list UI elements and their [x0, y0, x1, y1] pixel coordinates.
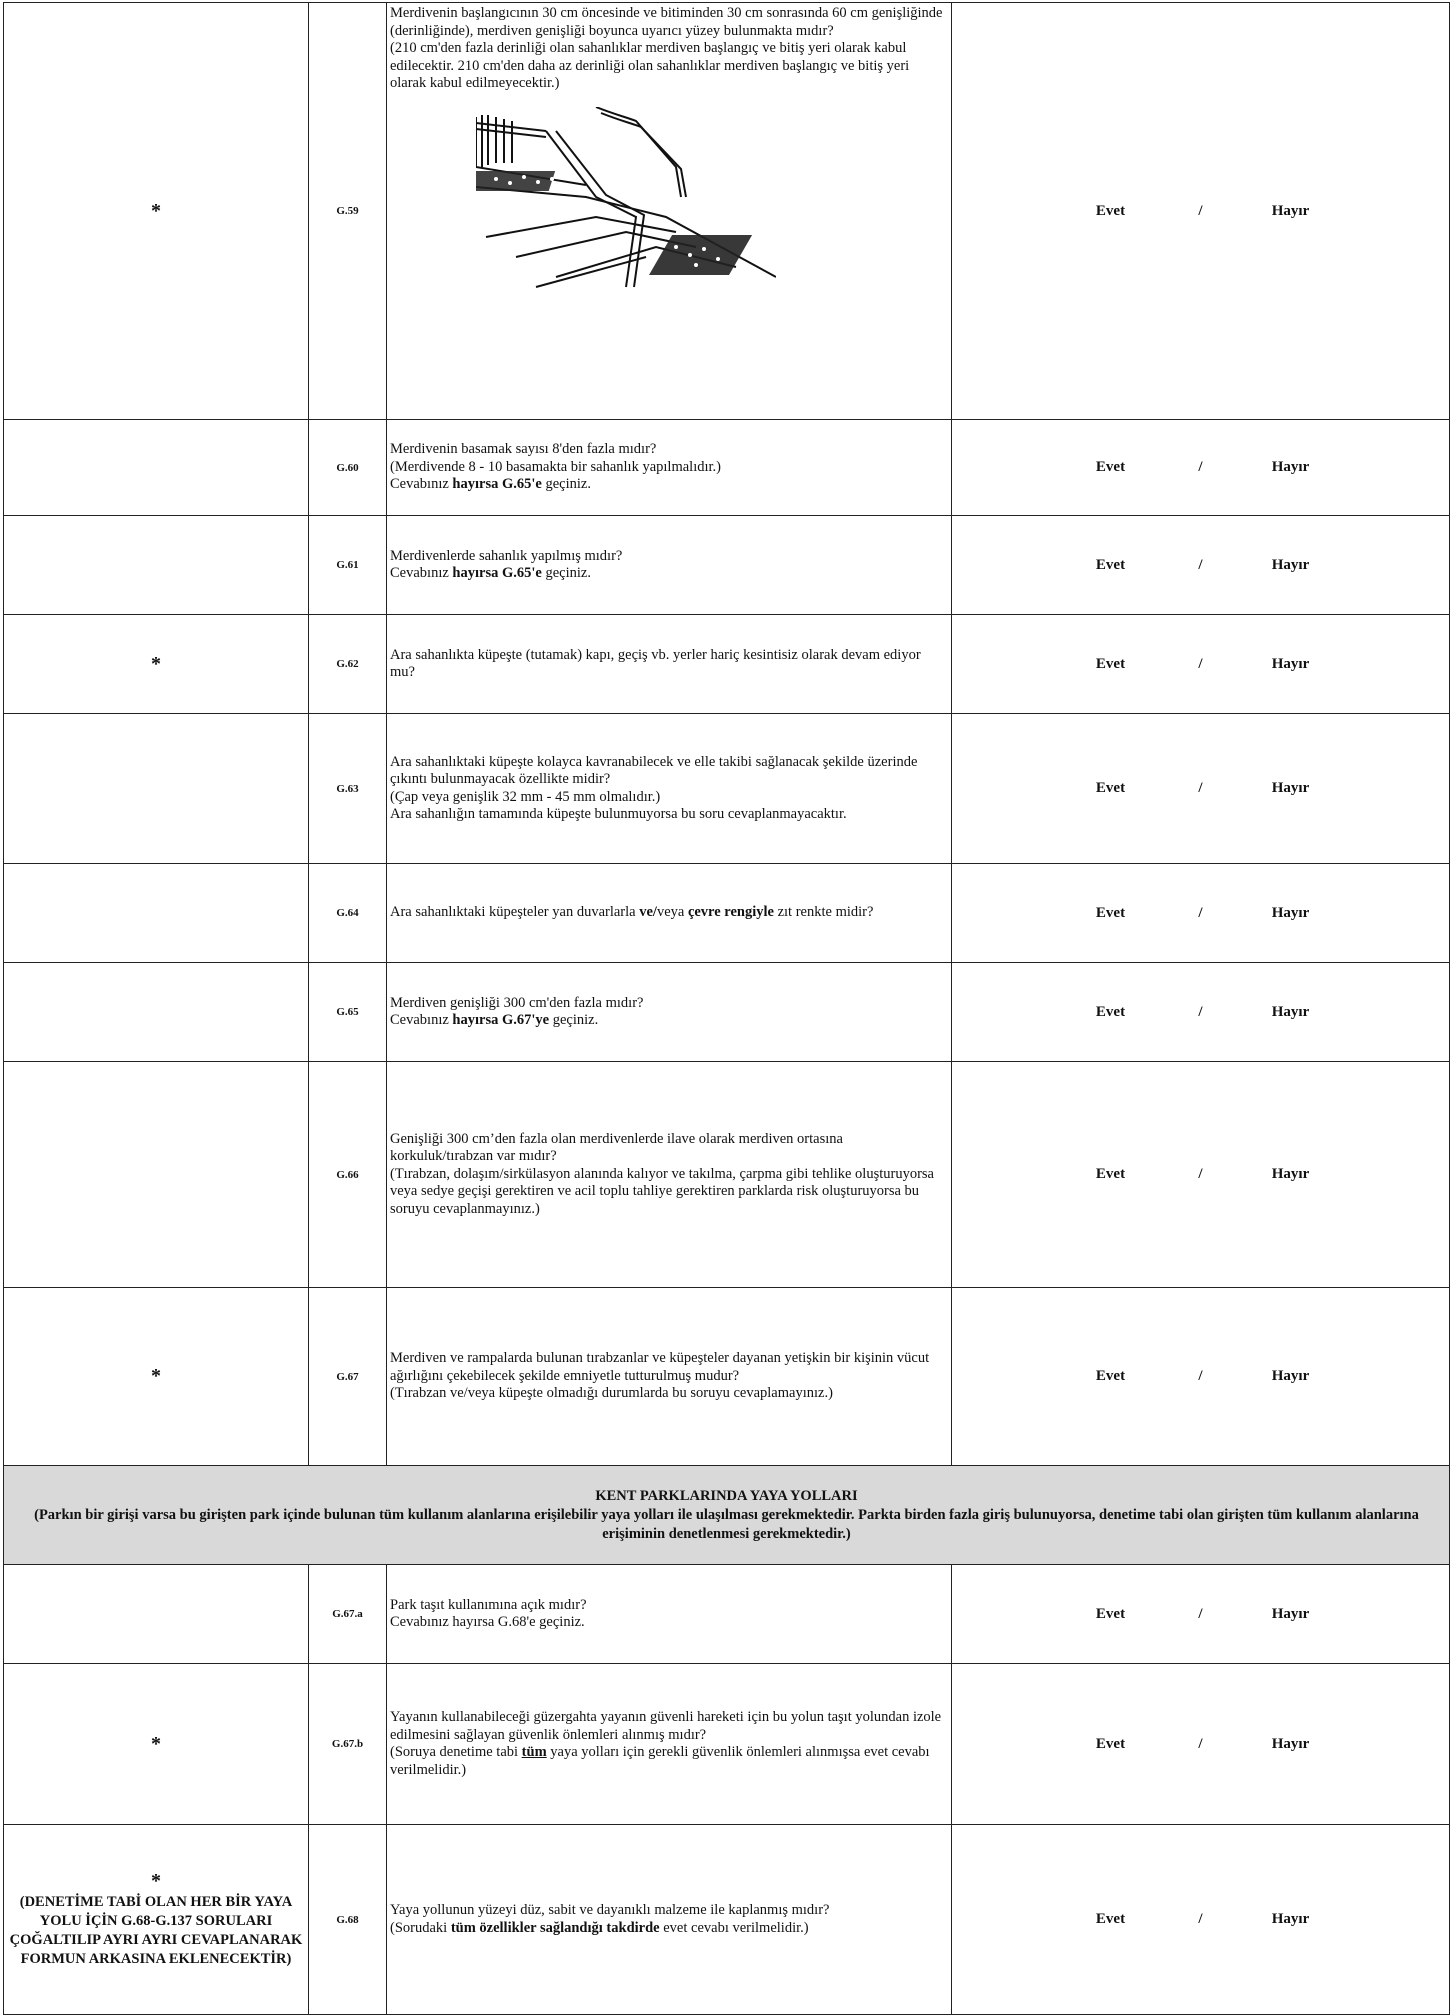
- answer-yes-option[interactable]: Evet: [1095, 1911, 1126, 1927]
- answer-cell: [952, 1062, 1450, 1288]
- question-code: G.60: [309, 420, 387, 516]
- answer-no-option[interactable]: Hayır: [1271, 1166, 1310, 1182]
- answer-yes-option[interactable]: Evet: [1095, 1166, 1126, 1182]
- answer-no-option[interactable]: Hayır: [1271, 459, 1310, 475]
- table-row: [4, 1825, 1450, 2015]
- required-star: *: [151, 199, 161, 222]
- answer-separator: /: [1198, 1605, 1203, 1622]
- table-row: [4, 420, 1450, 516]
- required-star: *: [151, 1732, 161, 1755]
- required-mark-cell: [4, 615, 309, 714]
- answer-separator: /: [1198, 1003, 1203, 1020]
- table-row: [4, 1664, 1450, 1825]
- required-star: *: [151, 652, 161, 675]
- question-note: (Tırabzan, dolaşım/sirkülasyon alanında kalıyor ve takılma, çarpma gibi tehlike oluşturuyorsa veya sedye geçişi gerektiren ve acil toplu tahliye gerektiren parklarda risk oluşturuyorsa bu soruyu cevaplanmayınız.): [390, 1165, 934, 1217]
- answer-cell: [952, 864, 1450, 963]
- answer-separator: /: [1198, 1166, 1203, 1182]
- answer-yes-option[interactable]: Evet: [1095, 1368, 1126, 1384]
- answer-cell: [952, 714, 1450, 864]
- answer-no-option[interactable]: Hayır: [1271, 1911, 1310, 1927]
- skip-instruction: Cevabınız hayırsa G.68'e geçiniz.: [390, 1614, 585, 1630]
- question-code: G.66: [309, 1062, 387, 1288]
- answer-yes-option[interactable]: Evet: [1095, 780, 1126, 796]
- question-code: G.62: [309, 615, 387, 714]
- stair-illustration-image: [476, 107, 776, 297]
- question-text-cell: [387, 615, 952, 714]
- question-note: (Sorudaki tüm özellikler sağlandığı takdirde evet cevabı verilmelidir.): [390, 1919, 809, 1936]
- question-note: (Soruya denetime tabi tüm yaya yolları için gerekli güvenlik önlemleri alınmışsa evet cevabı verilmelidir.): [390, 1744, 930, 1778]
- table-row: [4, 864, 1450, 963]
- question-text-cell: [387, 1288, 952, 1466]
- table-row: [4, 714, 1450, 864]
- question-text: Yayanın kullanabileceği güzergahta yayanın güvenli hareketi için bu yolun taşıt yolundan izole edilmesini sağlayan güvenlik önlemleri alınmış mıdır?: [390, 1709, 942, 1743]
- question-text: Genişliği 300 cm’den fazla olan merdivenlerde ilave olarak merdiven ortasına korkuluk/tırabzan var mıdır?: [390, 1130, 843, 1165]
- question-text: Merdivenin başlangıcının 30 cm öncesinde ve bitiminden 30 cm sonrasında 60 cm genişliğinde (derinliğinde), merdiven genişliği boyunca uyarıcı yüzey bulunmakta mıdır?: [390, 5, 943, 39]
- answer-no-option[interactable]: Hayır: [1271, 202, 1310, 219]
- required-mark-cell: [4, 1664, 309, 1825]
- required-mark-cell: [4, 3, 309, 420]
- table-row: [4, 1062, 1450, 1288]
- skip-instruction: Cevabınız hayırsa G.67'ye geçiniz.: [390, 1012, 599, 1028]
- answer-cell: [952, 1825, 1450, 2015]
- section-subtitle: (Parkın bir girişi varsa bu girişten park içinde bulunan tüm kullanım alanlarına erişilebilir yaya yolları ile ulaşılması gerekmektedir. Parkta birden fazla giriş bulunuyorsa, denetime tabi olan girişten tüm kullanım alanlarına erişiminin denetlenmesi gerekmektedir.): [34, 1506, 1419, 1542]
- question-code: G.59: [309, 3, 387, 420]
- question-code: G.63: [309, 714, 387, 864]
- table-row: [4, 1288, 1450, 1466]
- required-mark-cell: [4, 714, 309, 864]
- answer-no-option[interactable]: Hayır: [1271, 780, 1310, 796]
- required-star: *: [151, 1365, 161, 1387]
- table-row: [4, 615, 1450, 714]
- question-code: G.68: [309, 1825, 387, 2015]
- answer-separator: /: [1198, 202, 1203, 219]
- question-text: Merdiven ve rampalarda bulunan tırabzanlar ve küpeşteler dayanan yetişkin bir kişinin vücut ağırlığını çekebilecek şekilde emniyetle tutturulmuş mudur?: [390, 1350, 930, 1384]
- answer-separator: /: [1198, 780, 1203, 796]
- question-text-cell: [387, 420, 952, 516]
- answer-no-option[interactable]: Hayır: [1271, 1003, 1310, 1020]
- answer-yes-option[interactable]: Evet: [1095, 1735, 1126, 1752]
- answer-yes-option[interactable]: Evet: [1095, 904, 1126, 921]
- answer-cell: [952, 1565, 1450, 1664]
- skip-instruction: Cevabınız hayırsa G.65'e geçiniz.: [390, 565, 591, 581]
- question-code: G.64: [309, 864, 387, 963]
- question-note: (Merdivende 8 - 10 basamakta bir sahanlık yapılmalıdır.): [390, 458, 721, 475]
- question-text: Ara sahanlıkta küpeşte (tutamak) kapı, geçiş vb. yerler hariç kesintisiz olarak devam ediyor mu?: [390, 646, 921, 680]
- question-text-cell: [387, 714, 952, 864]
- answer-yes-option[interactable]: Evet: [1095, 556, 1126, 573]
- question-text: Merdiven genişliği 300 cm'den fazla mıdır?: [390, 994, 644, 1011]
- question-text-cell: [387, 963, 952, 1062]
- required-mark-cell: [4, 1825, 309, 2015]
- required-mark-cell: [4, 963, 309, 1062]
- question-code: G.67.a: [309, 1565, 387, 1664]
- answer-no-option[interactable]: Hayır: [1271, 655, 1310, 672]
- question-text: Ara sahanlıktaki küpeşteler yan duvarlarla ve/veya çevre rengiyle zıt renkte midir?: [390, 904, 874, 921]
- table-row: [4, 3, 1450, 420]
- answer-separator: /: [1198, 459, 1203, 475]
- answer-separator: /: [1198, 1735, 1203, 1752]
- checklist-form: [3, 2, 1449, 2015]
- question-text: Ara sahanlıktaki küpeşte kolayca kavranabilecek ve elle takibi sağlanacak şekilde üzerinde çıkıntı bulunmayacak özellikte midir?: [390, 753, 918, 787]
- question-text: Yaya yollunun yüzeyi düz, sabit ve dayanıklı malzeme ile kaplanmış mıdır?: [390, 1902, 830, 1918]
- answer-cell: [952, 615, 1450, 714]
- answer-cell: [952, 3, 1450, 420]
- answer-no-option[interactable]: Hayır: [1271, 1735, 1310, 1752]
- required-mark-cell: [4, 1062, 309, 1288]
- question-code: G.61: [309, 516, 387, 615]
- answer-separator: /: [1198, 1911, 1203, 1927]
- answer-yes-option[interactable]: Evet: [1095, 1003, 1126, 1020]
- question-text: Merdivenlerde sahanlık yapılmış mıdır?: [390, 547, 623, 564]
- question-text-cell: [387, 864, 952, 963]
- question-text-cell: [387, 1825, 952, 2015]
- answer-separator: /: [1198, 1368, 1203, 1384]
- table-row: [4, 963, 1450, 1062]
- answer-cell: [952, 1288, 1450, 1466]
- question-text: Merdivenin basamak sayısı 8'den fazla mıdır?: [390, 441, 657, 458]
- question-note: Ara sahanlığın tamamında küpeşte bulunmuyorsa bu soru cevaplanmayacaktır.: [390, 806, 847, 822]
- answer-cell: [952, 516, 1450, 615]
- required-star: *: [151, 1870, 161, 1892]
- question-note: (210 cm'den fazla derinliği olan sahanlıklar merdiven başlangıç ve bitiş yeri olarak kabul edilecektir. 210 cm'den daha az derinliği olan sahanlıklar merdiven başlangıç ve bitiş yeri olarak kabul edilmeyecektir.): [390, 40, 910, 91]
- question-note: (Tırabzan ve/veya küpeşte olmadığı durumlarda bu soruyu cevaplamayınız.): [390, 1385, 833, 1402]
- answer-yes-option[interactable]: Evet: [1095, 1605, 1126, 1622]
- question-text: Park taşıt kullanımına açık mıdır?: [390, 1596, 587, 1613]
- required-mark-cell: [4, 1565, 309, 1664]
- answer-no-option[interactable]: Hayır: [1271, 904, 1310, 921]
- question-text-cell: [387, 516, 952, 615]
- answer-yes-option[interactable]: Evet: [1095, 459, 1126, 475]
- answer-yes-option[interactable]: Evet: [1095, 655, 1126, 672]
- duplication-note: (DENETİME TABİ OLAN HER BİR YAYA YOLU İÇİN G.68-G.137 SORULARI ÇOĞALTILIP AYRI AYRI CEVAPLANARAK FORMUN ARKASINA EKLENECEKTİR): [9, 1894, 303, 1967]
- answer-no-option[interactable]: Hayır: [1271, 1368, 1310, 1384]
- answer-cell: [952, 1664, 1450, 1825]
- question-code: G.67.b: [309, 1664, 387, 1825]
- section-title: KENT PARKLARINDA YAYA YOLLARI: [595, 1487, 858, 1504]
- answer-no-option[interactable]: Hayır: [1271, 1605, 1310, 1622]
- answer-separator: /: [1198, 904, 1203, 921]
- question-code: G.67: [309, 1288, 387, 1466]
- question-text-cell: [387, 1565, 952, 1664]
- answer-cell: [952, 963, 1450, 1062]
- question-text-cell: [387, 3, 952, 420]
- answer-separator: /: [1198, 655, 1203, 672]
- table-row: [4, 1565, 1450, 1664]
- answer-cell: [952, 420, 1450, 516]
- required-mark-cell: [4, 420, 309, 516]
- required-mark-cell: [4, 516, 309, 615]
- required-mark-cell: [4, 864, 309, 963]
- answer-yes-option[interactable]: Evet: [1095, 202, 1126, 219]
- answer-no-option[interactable]: Hayır: [1271, 556, 1310, 573]
- question-text-cell: [387, 1062, 952, 1288]
- skip-instruction: Cevabınız hayırsa G.65'e geçiniz.: [390, 476, 591, 493]
- question-note: (Çap veya genişlik 32 mm - 45 mm olmalıdır.): [390, 788, 661, 805]
- table-row: [4, 516, 1450, 615]
- checklist-table: [3, 2, 1450, 2015]
- section-header: [4, 1466, 1450, 1565]
- question-text-cell: [387, 1664, 952, 1825]
- section-header-row: [4, 1466, 1450, 1565]
- required-mark-cell: [4, 1288, 309, 1466]
- question-code: G.65: [309, 963, 387, 1062]
- answer-separator: /: [1198, 556, 1203, 573]
